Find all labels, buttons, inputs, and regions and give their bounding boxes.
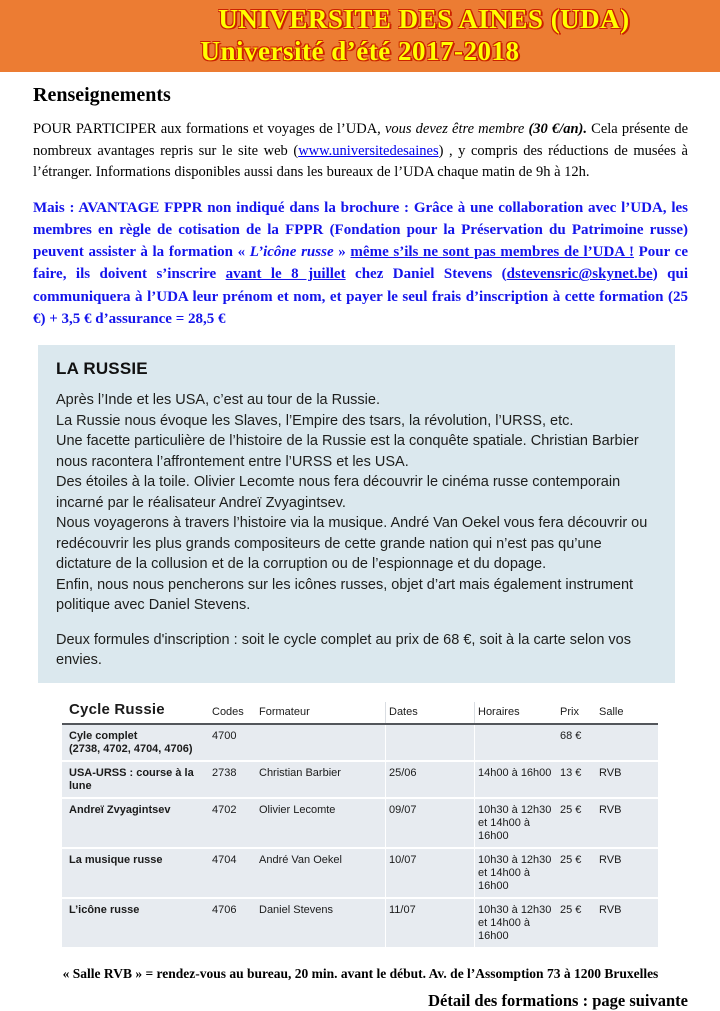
cell-date: 10/07 bbox=[385, 849, 474, 897]
russia-paragraph: Après l’Inde et les USA, c’est au tour de la Russie. bbox=[56, 392, 380, 409]
intro-text-2: Cela présente de nombreux avantages repris sur le site web ( bbox=[33, 121, 688, 159]
russia-box-title: LA RUSSIE bbox=[56, 359, 148, 379]
cell-code: 2738 bbox=[212, 766, 237, 779]
cell-formateur: Daniel Stevens bbox=[259, 903, 333, 916]
email-link[interactable]: dstevensric@skynet.be bbox=[506, 266, 653, 283]
column-header-horaires: Horaires bbox=[474, 702, 560, 723]
course-table bbox=[62, 697, 658, 949]
cell-formateur: Christian Barbier bbox=[259, 766, 341, 779]
table-row bbox=[62, 725, 658, 762]
cell-date: 09/07 bbox=[385, 799, 474, 847]
cell-prix: 68 € bbox=[560, 729, 582, 742]
next-page-note: Détail des formations : page suivante bbox=[428, 990, 688, 1010]
intro-text-1: POUR PARTICIPER aux formations et voyages de l’UDA, bbox=[33, 121, 385, 137]
advantage-text-5: ) qui communiquera à l’UDA leur prénom et nom, et payer le seul frais d’inscription à cette formation (25 €) + 3,5 € d’assurance = 28,5 € bbox=[33, 266, 688, 327]
table-row bbox=[62, 799, 658, 849]
russia-info-box bbox=[38, 345, 675, 683]
cell-salle: RVB bbox=[599, 853, 622, 866]
column-header-formateur: Formateur bbox=[259, 705, 310, 718]
intro-italic: vous devez être membre bbox=[384, 121, 529, 137]
cell-horaires: 14h00 à 16h00 bbox=[474, 762, 560, 797]
advantage-text-2: » bbox=[333, 244, 351, 261]
cell-horaires: 10h30 à 12h30 et 14h00 à 16h00 bbox=[474, 799, 560, 847]
advantage-underline-2: avant le 8 juillet bbox=[225, 266, 346, 283]
table-header-row bbox=[62, 697, 658, 725]
russia-paragraph: Une facette particulière de l’histoire de la Russie est la conquête spatiale. Christian Barbier nous racontera l’affrontement entre l’URSS et les USA. bbox=[56, 433, 639, 470]
cell-salle: RVB bbox=[599, 803, 622, 816]
cell-prix: 13 € bbox=[560, 766, 582, 779]
intro-bold-italic: (30 €/an). bbox=[528, 121, 587, 137]
cell-horaires bbox=[474, 725, 560, 760]
cell-horaires: 10h30 à 12h30 et 14h00 à 16h00 bbox=[474, 899, 560, 947]
advantage-text-3: Pour ce faire, ils doivent s’inscrire bbox=[33, 244, 688, 283]
cell-prix: 25 € bbox=[560, 803, 582, 816]
russia-paragraph: Enfin, nous nous pencherons sur les icônes russes, objet d’art mais également instrument politique avec Daniel Stevens. bbox=[56, 576, 634, 614]
cell-formateur: Olivier Lecomte bbox=[259, 803, 336, 816]
russia-paragraph: Des étoiles à la toile. Olivier Lecomte nous fera découvrir le cinéma russe contemporain incarné par le réalisateur Andreï Zvyagintsev. bbox=[56, 474, 621, 511]
cell-formateur: André Van Oekel bbox=[259, 853, 342, 866]
cell-prix: 25 € bbox=[560, 903, 582, 916]
column-header-dates: Dates bbox=[385, 702, 474, 723]
russia-pricing-note: Deux formules d'inscription : soit le cycle complet au prix de 68 €, soit à la carte selon vos envies. bbox=[56, 631, 631, 669]
header-banner bbox=[0, 0, 720, 72]
cell-course-name: Andreï Zvyagintsev bbox=[69, 803, 171, 816]
cell-horaires: 10h30 à 12h30 et 14h00 à 16h00 bbox=[474, 849, 560, 897]
banner-title: UNIVERSITE DES AINES (UDA) bbox=[218, 4, 630, 34]
table-title: Cycle Russie bbox=[69, 700, 165, 718]
column-header-prix: Prix bbox=[560, 705, 579, 718]
cell-salle: RVB bbox=[599, 766, 622, 779]
cell-date: 25/06 bbox=[385, 762, 474, 797]
cell-course-name: Cyle complet (2738, 4702, 4704, 4706) bbox=[69, 729, 193, 755]
salle-note: « Salle RVB » = rendez-vous au bureau, 20 min. avant le début. Av. de l’Assomption 73 à 1200 Bruxelles bbox=[62, 965, 659, 981]
cell-date bbox=[385, 725, 474, 760]
advantage-text-1: Mais : AVANTAGE FPPR non indiqué dans la brochure : Grâce à une collaboration avec l’UDA, les membres en règle de cotisation de la FPPR (Fondation pour la Préservation du Patrimoine russe) peuvent assister à la formation « bbox=[33, 199, 688, 261]
table-row bbox=[62, 762, 658, 799]
cell-code: 4704 bbox=[212, 853, 237, 866]
page-content bbox=[0, 72, 720, 1011]
cell-course-name: USA-URSS : course à la lune bbox=[69, 766, 194, 792]
table-row bbox=[62, 899, 658, 949]
column-header-salle: Salle bbox=[599, 705, 624, 718]
cell-code: 4702 bbox=[212, 803, 237, 816]
advantage-text-4: chez Daniel Stevens ( bbox=[345, 266, 507, 283]
cell-code: 4700 bbox=[212, 729, 237, 742]
russia-paragraph: Nous voyagerons à travers l’histoire via la musique. André Van Oekel vous fera découvrir ou redécouvrir les plus grands compositeurs de cette grande nation qui n’est pas qu’une dictature de la collusion et de la corruption ou de l’espionnage et du dopage. bbox=[56, 515, 648, 573]
section-heading: Renseignements bbox=[33, 84, 171, 106]
advantage-paragraph bbox=[33, 197, 688, 331]
cell-prix: 25 € bbox=[560, 853, 582, 866]
cell-code: 4706 bbox=[212, 903, 237, 916]
table-row bbox=[62, 849, 658, 899]
intro-paragraph bbox=[33, 119, 688, 184]
cell-salle bbox=[599, 725, 658, 760]
cell-formateur bbox=[259, 725, 385, 760]
cell-date: 11/07 bbox=[385, 899, 474, 947]
russia-paragraph: La Russie nous évoque les Slaves, l’Empire des tsars, la révolution, l’URSS, etc. bbox=[56, 412, 574, 429]
intro-text-3: ) , y compris des réductions de musées à l’étranger. Informations disponibles aussi dans les bureaux de l’UDA chaque matin de 9h à 12h. bbox=[33, 142, 688, 180]
cell-course-name: La musique russe bbox=[69, 853, 163, 866]
column-header-codes: Codes bbox=[212, 705, 244, 718]
advantage-italic: L’icône russe bbox=[249, 244, 334, 261]
website-link[interactable]: www.universitedesaines bbox=[298, 142, 439, 159]
banner-subtitle: Université d’été 2017-2018 bbox=[200, 36, 520, 66]
cell-course-name: L’icône russe bbox=[69, 903, 140, 916]
cell-salle: RVB bbox=[599, 903, 622, 916]
advantage-underline-1: même s’ils ne sont pas membres de l’UDA ! bbox=[350, 244, 634, 261]
